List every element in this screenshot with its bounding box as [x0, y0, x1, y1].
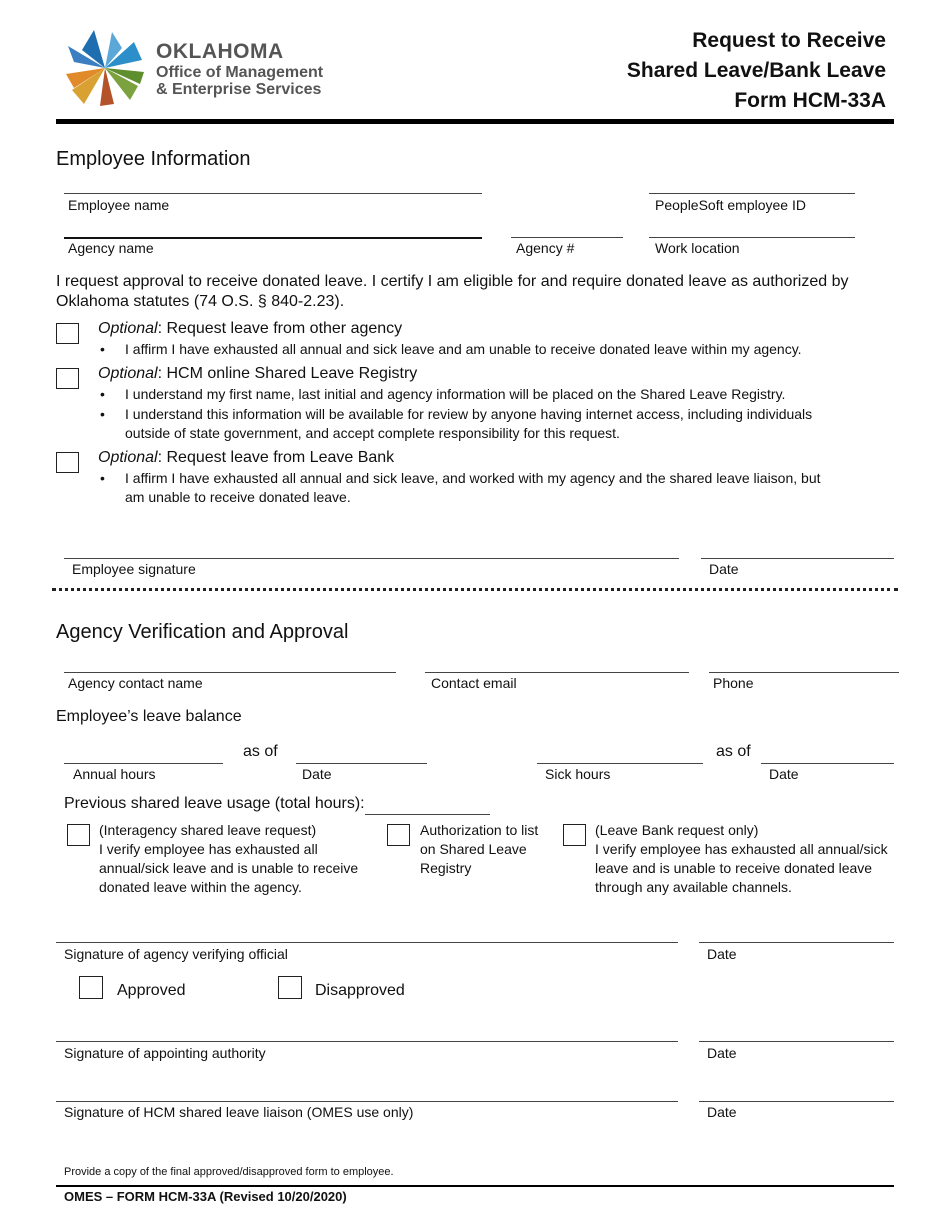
prev-usage-field[interactable] — [365, 814, 490, 815]
agency-number-label: Agency # — [516, 240, 575, 256]
leave-bank-checkbox[interactable] — [56, 452, 79, 473]
sick-date-field[interactable] — [761, 763, 894, 764]
registry-bullet-2: I understand this information will be available for review by anyone having internet access, including individuals outside of state government, and accept complete responsibility for this request. — [125, 406, 813, 441]
annual-as-of: as of — [243, 743, 278, 760]
approved-label: Approved — [117, 982, 186, 999]
contact-email-label: Contact email — [431, 675, 517, 691]
section-divider — [52, 588, 898, 591]
agency-section-title: Agency Verification and Approval — [56, 621, 349, 643]
interagency-verify-checkbox[interactable] — [67, 824, 90, 846]
omes-logo-mark — [64, 28, 146, 108]
optional-prefix: Optional — [98, 449, 158, 466]
request-statement: I request approval to receive donated leave. I certify I am eligible for and require donated leave as authorized by Oklahoma statutes (74 O.S. § 840-2.23). — [56, 273, 849, 310]
registry-option-title — [98, 364, 417, 384]
annual-date-label: Date — [302, 766, 332, 782]
other-agency-option-title — [98, 319, 402, 339]
disapproved-label: Disapproved — [315, 982, 405, 999]
leave-bank-bullet: I affirm I have exhausted all annual and sick leave, and worked with my agency and the shared leave liaison, but am unable to receive donated leave. — [125, 470, 821, 505]
leave-bank-verify-checkbox[interactable] — [563, 824, 586, 846]
footer-note: Provide a copy of the final approved/disapproved form to employee. — [64, 1166, 394, 1178]
bullet-icon: • — [100, 341, 105, 357]
contact-email-field[interactable] — [425, 672, 689, 673]
peoplesoft-id-field[interactable] — [649, 193, 855, 194]
header-rule — [56, 119, 894, 124]
liaison-signature-field[interactable] — [56, 1101, 678, 1102]
peoplesoft-id-label: PeopleSoft employee ID — [655, 197, 806, 213]
appointing-authority-date-label: Date — [707, 1045, 737, 1061]
form-title-line-2: Shared Leave/Bank Leave — [626, 59, 886, 82]
registry-authorization-checkbox[interactable] — [387, 824, 410, 846]
prev-usage-label: Previous shared leave usage (total hours): — [64, 795, 365, 812]
sick-date-label: Date — [769, 766, 799, 782]
agency-contact-name-label: Agency contact name — [68, 675, 203, 691]
org-line-3: & Enterprise Services — [156, 81, 322, 98]
appointing-authority-label: Signature of appointing authority — [64, 1045, 266, 1061]
bullet-icon: • — [100, 406, 105, 422]
verifying-official-date-label: Date — [707, 946, 737, 962]
work-location-label: Work location — [655, 240, 740, 256]
leave-bank-option-title — [98, 448, 394, 468]
phone-label: Phone — [713, 675, 754, 691]
liaison-label: Signature of HCM shared leave liaison (OMES use only) — [64, 1104, 414, 1120]
verifying-official-date-field[interactable] — [699, 942, 894, 943]
option-title-text: : Request leave from other agency — [157, 320, 403, 337]
footer-form-id: OMES – FORM HCM-33A (Revised 10/20/2020) — [64, 1189, 347, 1204]
org-line-2: Office of Management — [156, 64, 324, 81]
bullet-icon: • — [100, 386, 105, 402]
other-agency-bullet: I affirm I have exhausted all annual and sick leave and am unable to receive donated leave within my agency. — [125, 341, 802, 357]
liaison-date-field[interactable] — [699, 1101, 894, 1102]
shared-leave-registry-checkbox[interactable] — [56, 368, 79, 389]
org-name: OKLAHOMA — [156, 40, 284, 63]
employee-signature-label: Employee signature — [72, 561, 196, 577]
work-location-field[interactable] — [649, 237, 855, 238]
sick-hours-label: Sick hours — [545, 766, 611, 782]
annual-date-field[interactable] — [296, 763, 427, 764]
optional-prefix: Optional — [98, 365, 158, 382]
registry-bullet-1: I understand my first name, last initial and agency information will be placed on the Shared Leave Registry. — [125, 386, 786, 402]
approved-checkbox[interactable] — [79, 976, 103, 999]
option-title-text: : Request leave from Leave Bank — [157, 449, 395, 466]
liaison-date-label: Date — [707, 1104, 737, 1120]
phone-field[interactable] — [709, 672, 899, 673]
sick-hours-field[interactable] — [537, 763, 703, 764]
optional-prefix: Optional — [98, 320, 158, 337]
employee-signature-date-label: Date — [709, 561, 739, 577]
option-title-text: : HCM online Shared Leave Registry — [157, 365, 418, 382]
form-title-line-3: Form HCM-33A — [734, 89, 886, 112]
form-title-line-1: Request to Receive — [692, 29, 886, 52]
agency-number-field[interactable] — [511, 237, 623, 238]
employee-signature-field[interactable] — [64, 558, 679, 559]
appointing-authority-date-field[interactable] — [699, 1041, 894, 1042]
verifying-official-label: Signature of agency verifying official — [64, 946, 288, 962]
disapproved-checkbox[interactable] — [278, 976, 302, 999]
leave-balance-title: Employee’s leave balance — [56, 708, 242, 725]
agency-contact-name-field[interactable] — [64, 672, 396, 673]
appointing-authority-signature-field[interactable] — [56, 1041, 678, 1042]
verifying-official-signature-field[interactable] — [56, 942, 678, 943]
registry-authorization-text: Authorization to list on Shared Leave Registry — [420, 822, 539, 876]
form-title — [627, 26, 886, 116]
annual-hours-label: Annual hours — [73, 766, 156, 782]
sick-as-of: as of — [716, 743, 751, 760]
employee-name-field[interactable] — [64, 193, 482, 194]
annual-hours-field[interactable] — [64, 763, 223, 764]
other-agency-checkbox[interactable] — [56, 323, 79, 344]
agency-name-label: Agency name — [68, 240, 154, 256]
bullet-icon: • — [100, 470, 105, 486]
interagency-verify-text: (Interagency shared leave request) I verify employee has exhausted all annual/sick leave and is unable to receive donated leave within the agency. — [99, 822, 359, 895]
agency-name-field[interactable] — [64, 237, 482, 239]
employee-name-label: Employee name — [68, 197, 170, 213]
footer-rule — [56, 1185, 894, 1187]
employee-signature-date-field[interactable] — [701, 558, 894, 559]
employee-section-title: Employee Information — [56, 148, 251, 170]
leave-bank-verify-text: (Leave Bank request only) I verify employee has exhausted all annual/sick leave and is unable to receive donated leave through any available channels. — [595, 822, 888, 895]
